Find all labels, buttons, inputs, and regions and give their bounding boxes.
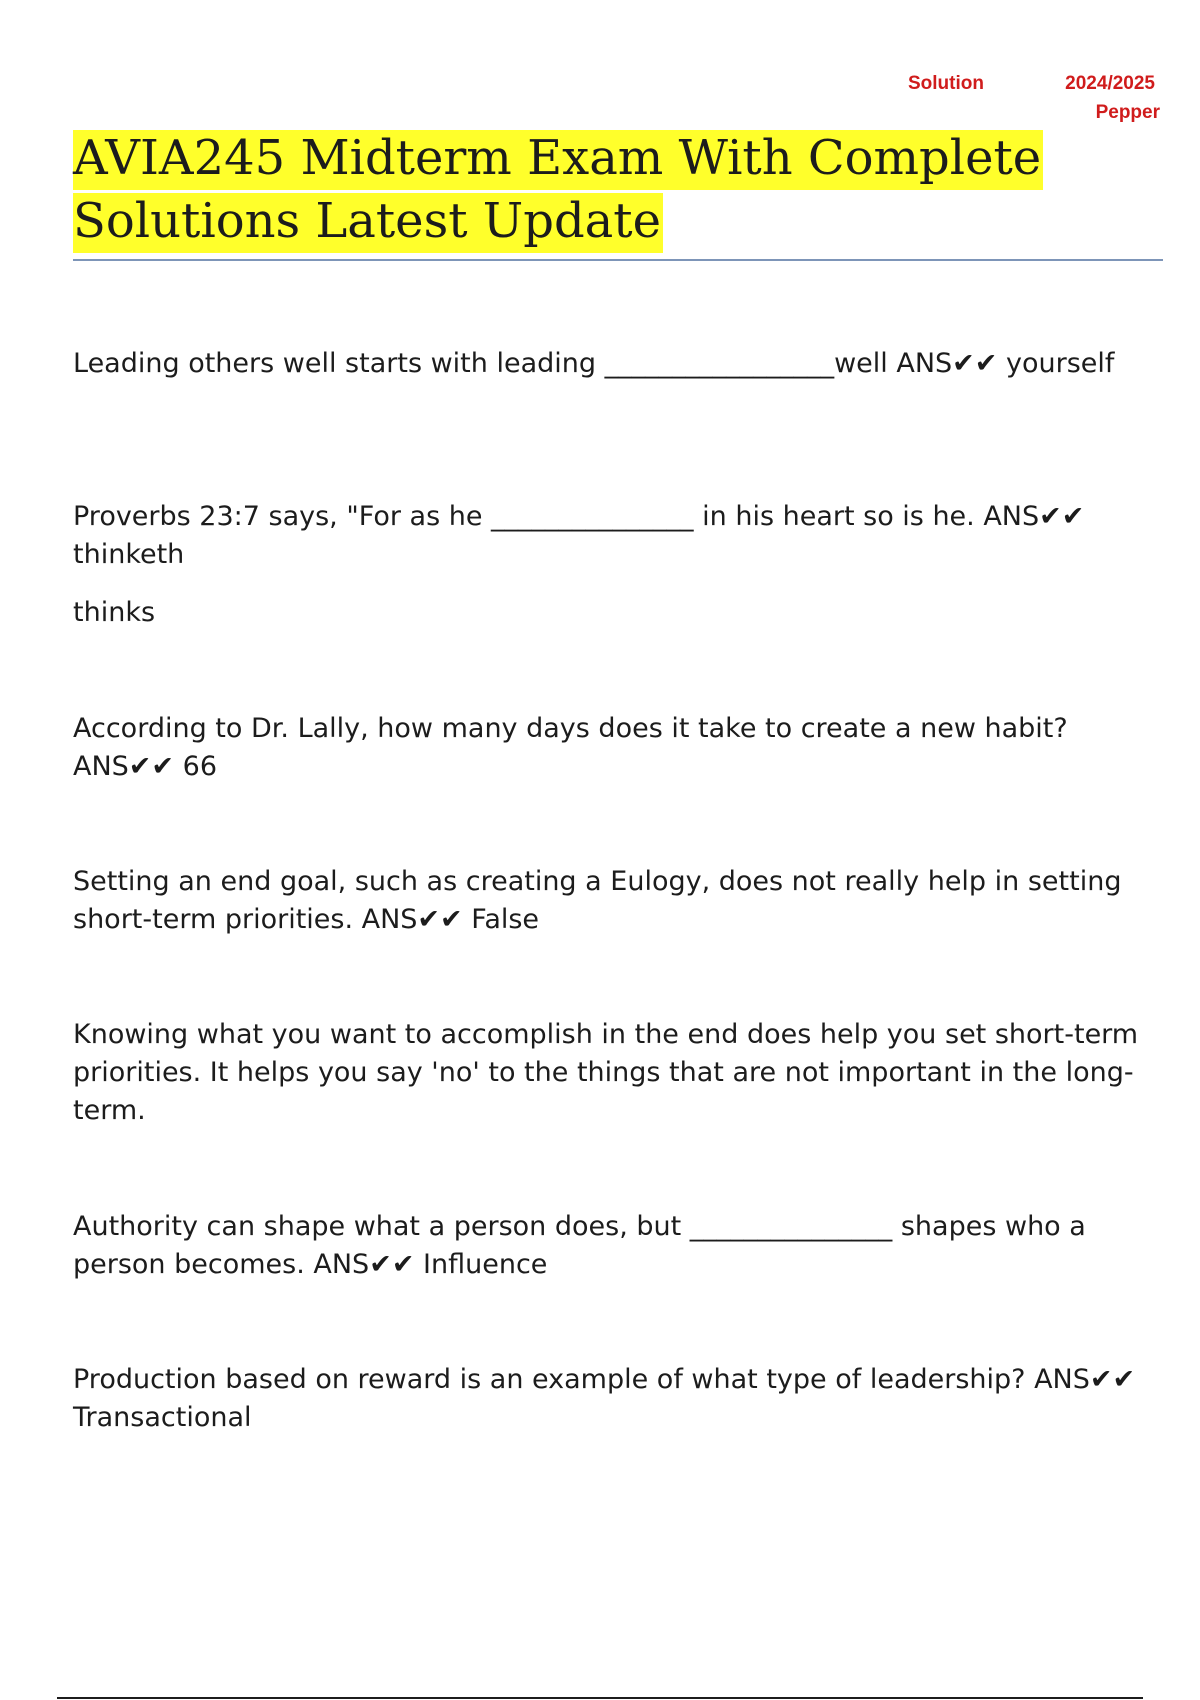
footer-divider (57, 1697, 1143, 1699)
qa-question-part: Authority can shape what a person does, but (73, 1211, 690, 1242)
qa-question-part: in his heart so is he. ANS✔✔ thinketh (73, 501, 1085, 570)
solution-label: Solution (908, 73, 984, 94)
qa-question-part: Proverbs 23:7 says, "For as he (73, 501, 492, 532)
qa-question-part: well ANS✔✔ yourself (834, 348, 1115, 379)
author-label: Pepper (1095, 102, 1160, 123)
qa-text (73, 498, 1163, 574)
qa-text: Setting an end goal, such as creating a Eulogy, does not really help in setting short-term priorities. ANS✔✔ False (73, 866, 1122, 935)
qa-question-part: Leading others well starts with leading (73, 348, 605, 379)
qa-text: Production based on reward is an example of what type of leadership? ANS✔✔ Transactional (73, 1364, 1136, 1433)
title-line-1: AVIA245 Midterm Exam With Complete (73, 130, 1043, 190)
qa-text: According to Dr. Lally, how many days does it take to create a new habit? ANS✔✔ 66 (73, 713, 1068, 782)
qa-item-3 (73, 710, 1163, 786)
qa-item-6 (73, 1208, 1163, 1284)
qa-extra-answer: thinks (73, 597, 156, 628)
qa-item-4 (73, 863, 1163, 939)
title-block (73, 127, 1163, 253)
qa-text (73, 345, 1163, 383)
qa-question-part: shapes who a person becomes. ANS✔✔ Influence (73, 1211, 1086, 1280)
qa-item-7 (73, 1361, 1163, 1437)
qa-blank: _______________ (491, 501, 694, 532)
year-label: 2024/2025 (1065, 73, 1155, 94)
qa-item-1 (73, 345, 1163, 383)
qa-blank: _______________ (689, 1211, 893, 1242)
title-line-2: Solutions Latest Update (73, 193, 663, 253)
title-divider (73, 259, 1163, 261)
qa-text: Knowing what you want to accomplish in the end does help you set short-term priorities. It helps you say 'no' to the things that are not important in the long-term. (73, 1019, 1139, 1126)
qa-blank: _________________ (604, 348, 835, 379)
qa-item-2 (73, 498, 1163, 632)
qa-item-5 (73, 1016, 1163, 1130)
qa-text (73, 1208, 1163, 1284)
header-meta (0, 73, 1200, 133)
page-title (73, 127, 1163, 253)
